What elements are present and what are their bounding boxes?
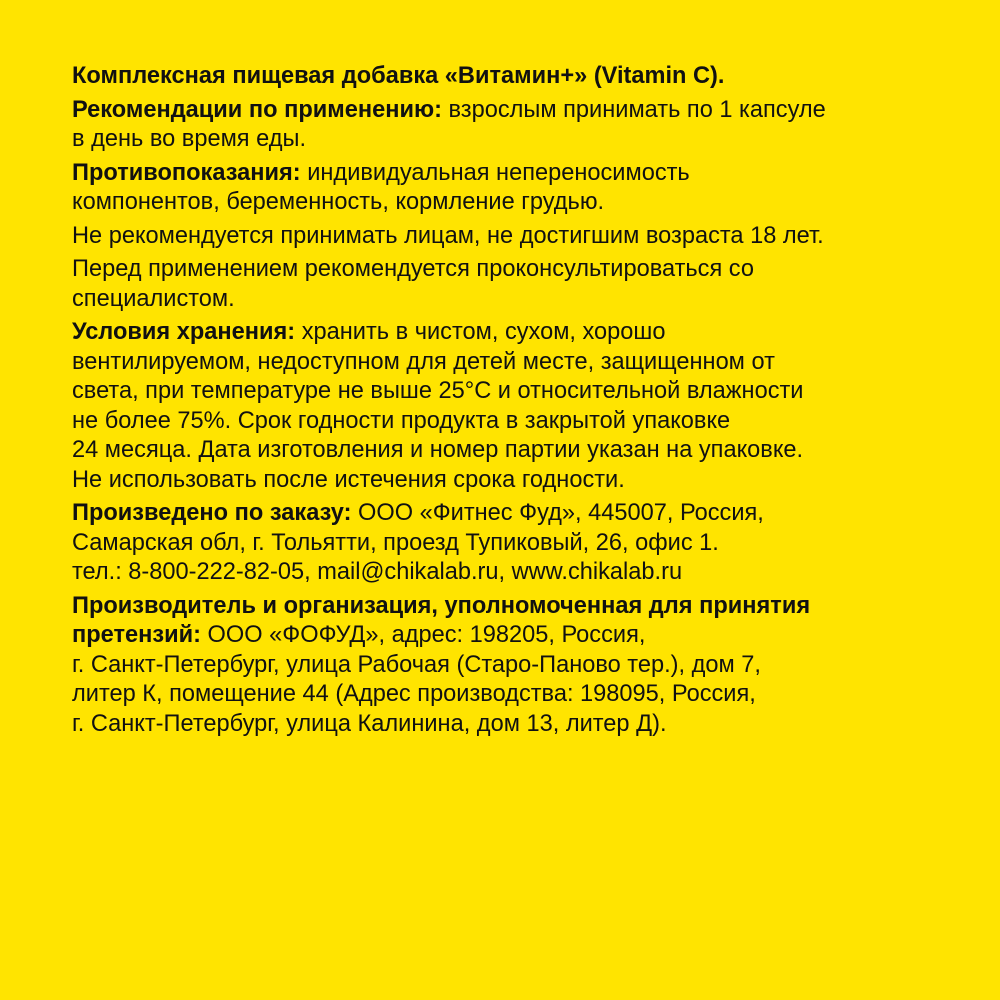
- contraindications-label: Противопоказания:: [72, 159, 301, 186]
- manufacturer-text-2: ООО «ФОФУД», адрес: 198205, Россия,: [201, 622, 646, 648]
- manufacturer-text-5: г. Санкт-Петербург, улица Калинина, дом 13, литер Д).: [72, 710, 667, 737]
- manufacturer-label-2: претензий:: [72, 622, 201, 648]
- contraindications-paragraph: [72, 159, 952, 218]
- contraindications-text-2: компонентов, беременность, кормление грудью.: [72, 189, 605, 215]
- storage-line-1: [72, 318, 952, 348]
- usage-text-2: в день во время еды.: [72, 126, 307, 152]
- usage-line-1: [72, 96, 952, 126]
- manufacturer-text-3: г. Санкт-Петербург, улица Рабочая (Старо-Паново тер.), дом 7,: [72, 651, 761, 678]
- usage-paragraph: [72, 96, 952, 155]
- storage-paragraph: [72, 318, 952, 495]
- manufacturer-text-4: литер К, помещение 44 (Адрес производства: 198095, Россия,: [72, 681, 756, 707]
- consult-text-1: Перед применением рекомендуется проконсультироваться со: [72, 256, 754, 282]
- product-title: Комплексная пищевая добавка «Витамин+» (Vitamin C).: [72, 63, 725, 89]
- contraindications-text-1: индивидуальная непереносимость: [300, 159, 690, 186]
- contraindications-line-1: [72, 159, 952, 189]
- storage-text-6: Не использовать после истечения срока годности.: [72, 466, 625, 493]
- usage-label: Рекомендации по применению:: [72, 96, 442, 123]
- usage-text-1: взрослым принимать по 1 капсуле: [441, 96, 826, 123]
- product-label-text: [72, 62, 952, 743]
- storage-text-2: вентилируемом, недоступном для детей месте, защищенном от: [72, 348, 775, 375]
- manufacturer-paragraph: [72, 592, 952, 740]
- consult-paragraph: [72, 255, 952, 314]
- title-paragraph: [72, 62, 952, 92]
- storage-text-1: хранить в чистом, сухом, хорошо: [295, 319, 666, 345]
- ordered-by-paragraph: [72, 499, 952, 588]
- manufacturer-label-1: Производитель и организация, уполномоченная для принятия: [72, 592, 811, 619]
- age-warning-paragraph: [72, 222, 952, 252]
- age-warning-text: Не рекомендуется принимать лицам, не достигшим возраста 18 лет.: [72, 222, 824, 249]
- storage-label: Условия хранения:: [72, 319, 296, 345]
- ordered-by-label: Произведено по заказу:: [72, 500, 352, 526]
- ordered-by-text-2: Самарская обл, г. Тольятти, проезд Тупиковый, 26, офис 1.: [72, 529, 719, 556]
- ordered-by-contacts: тел.: 8-800-222-82-05, mail@chikalab.ru, www.chikalab.ru: [72, 559, 683, 585]
- manufacturer-line-2: [72, 621, 952, 651]
- storage-text-5: 24 месяца. Дата изготовления и номер партии указан на упаковке.: [72, 437, 804, 463]
- storage-text-4: не более 75%. Срок годности продукта в закрытой упаковке: [72, 407, 731, 434]
- consult-text-2: специалистом.: [72, 285, 235, 312]
- ordered-by-text-1: ООО «Фитнес Фуд», 445007, Россия,: [351, 500, 764, 526]
- storage-text-3: света, при температуре не выше 25°С и относительной влажности: [72, 378, 804, 404]
- ordered-by-line-1: [72, 499, 952, 529]
